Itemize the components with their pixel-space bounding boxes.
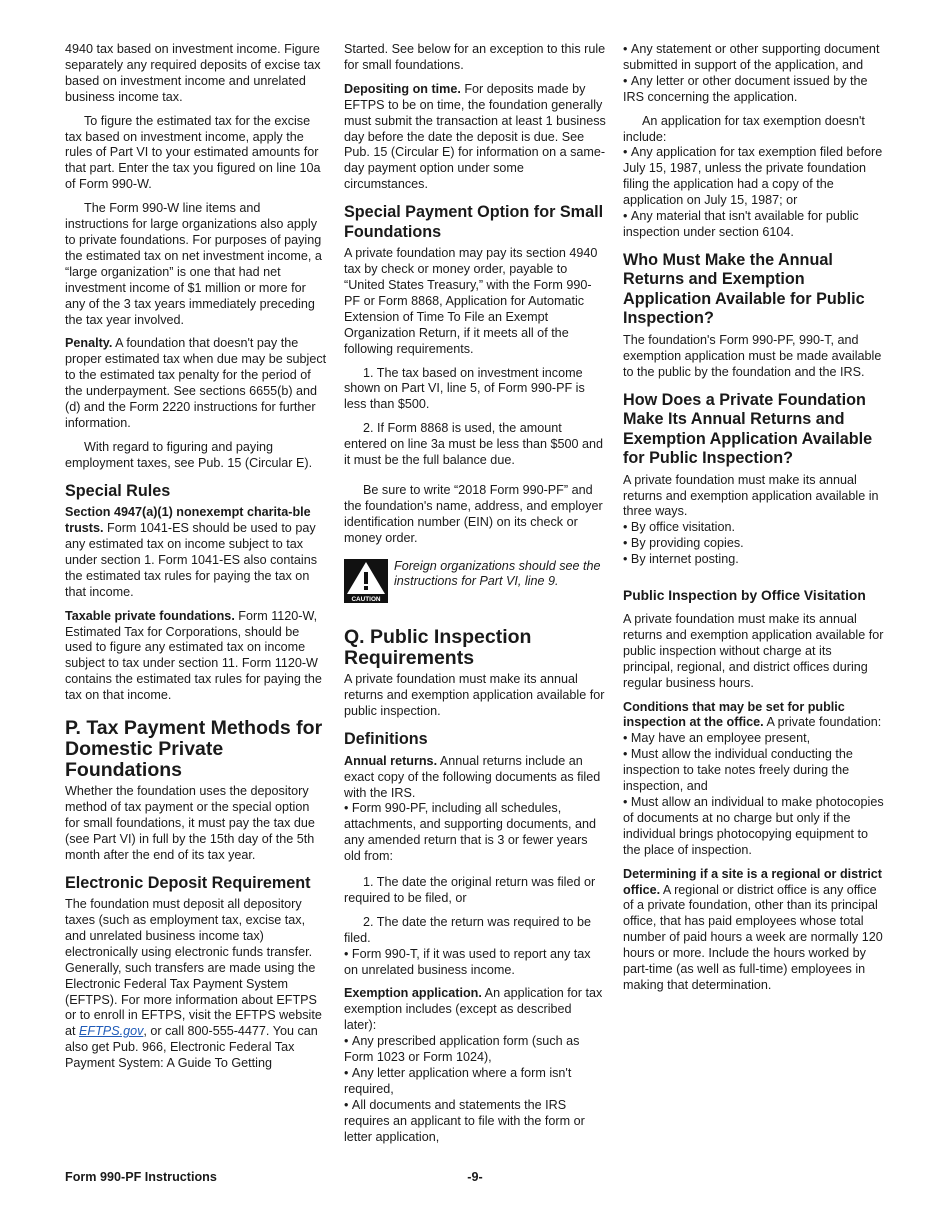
paragraph: The Form 990-W line items and instructions for large organizations also apply to private foundations. For purposes of paying the estimated tax on net investment income, a “large organization” is one that had net investment income of $1 million or more for any of the 3 tax years immediately preceding the tax year involved. <box>65 201 322 327</box>
run-in-heading: Determining if a site is a regional or district office. <box>623 866 882 897</box>
numbered-item: 1. The tax based on investment income shown on Part VI, line 5, of Form 990-PF is less than $500. <box>344 365 585 412</box>
bullet-item: • By providing copies. <box>623 536 885 552</box>
column-3 <box>623 42 885 1002</box>
depositing-paragraph <box>344 82 606 193</box>
bullet-item: • May have an employee present, <box>623 731 885 747</box>
major-heading: Q. Public Inspection Requirements <box>344 626 532 670</box>
annual-returns-paragraph <box>344 754 606 802</box>
paragraph: A private foundation may pay its section 4940 tax by check or money order, payable to “United States Treasury,” with the Form 990-PF or Form 8868, Application for Automatic Extension of Time To File an Exempt Organization Return, if it meets all of the following requirements. <box>344 246 598 356</box>
bullet-item: • Any letter or other document issued by the IRS concerning the application. <box>623 74 885 106</box>
run-in-heading: Annual returns. <box>344 753 438 768</box>
run-in-heading: Conditions that may be set for public inspection at the office. <box>623 699 845 730</box>
run-in-heading: Section 4947(a)(1) nonexempt charita-ble trusts. <box>65 505 311 536</box>
bullet-item: • Must allow an individual to make photocopies of documents at no charge but only if the individual brings photocopying equipment to the place of inspection. <box>623 795 885 859</box>
bullet-item: • Form 990-PF, including all schedules, attachments, and supporting documents, and any amended return that is 3 or fewer years old from: <box>344 801 606 865</box>
paragraph: With regard to figuring and paying employment taxes, see Pub. 15 (Circular E). <box>65 439 313 470</box>
paragraph: A private foundation must make its annual returns and exemption application available for public inspection. <box>344 672 605 719</box>
paragraph: Started. See below for an exception to this rule for small foundations. <box>344 42 606 72</box>
numbered-item: 2. The date the return was required to be filed. <box>344 914 591 945</box>
section-heading: Electronic Deposit Requirement <box>65 873 311 892</box>
section-heading: Special Rules <box>65 481 171 500</box>
bullet-item: • Any statement or other supporting document submitted in support of the application, and <box>623 42 885 74</box>
paragraph-text: An application for tax exemption includes (except as described later): <box>344 986 603 1033</box>
electronic-paragraph <box>65 897 327 1072</box>
paragraph-text: A foundation that doesn't pay the proper estimated tax when due may be subject to the estimated tax penalty for the period of the underpayment. See sections 6655(b) and (d) and the Form 2220 instructions for further information. <box>65 336 327 430</box>
run-in-heading: Exemption application. <box>344 986 482 1001</box>
eftps-link[interactable]: EFTPS.gov <box>79 1024 144 1039</box>
numbered-item: 2. If Form 8868 is used, the amount entered on line 3a must be less than $500 and it must be the full balance due. <box>344 421 604 468</box>
run-in-heading: Taxable private foundations. <box>65 608 235 623</box>
taxable-paragraph <box>65 609 327 704</box>
determining-paragraph <box>623 867 885 994</box>
paragraph: To figure the estimated tax for the excise tax based on investment income, apply the rules of Part VI to your estimated amounts for that part. Enter the tax you figured on line 10a of Form 990-W. <box>65 113 321 192</box>
bullet-item: • All documents and statements the IRS requires an applicant to file with the form or letter application, <box>344 1098 606 1146</box>
numbered-item: 1. The date the original return was filed or required to be filed, or <box>344 875 596 905</box>
bullet-item: • Any letter application where a form isn't required, <box>344 1066 606 1098</box>
caution-label: CAUTION <box>351 595 381 603</box>
bullet-item: • By internet posting. <box>623 552 885 568</box>
paragraph: Whether the foundation uses the depository method of tax payment or the special option for small foundations, it must pay the tax due (see Part VI) in full by the 15th day of the 5th month after the end of its tax year. <box>65 784 315 862</box>
section-heading: Special Payment Option for Small Foundations <box>344 203 604 241</box>
section-heading: Definitions <box>344 730 428 749</box>
caution-text: Foreign organizations should see the instructions for Part VI, line 9. <box>394 558 601 589</box>
paragraph-text: Form 1041-ES should be used to pay any estimated tax on income subject to tax under section 1. Form 1041-ES also contains the estimated tax rules for paying the tax on that income. <box>65 521 318 599</box>
section-4947-paragraph <box>65 505 327 600</box>
caution-icon <box>344 559 388 608</box>
paragraph: A private foundation must make its annual returns and exemption application available in three ways. <box>623 472 879 519</box>
paragraph-text: Annual returns include an exact copy of the following documents as filed with the IRS. <box>344 753 601 800</box>
section-heading: How Does a Private Foundation Make Its Annual Returns and Exemption Application Available for Public Inspection? <box>623 390 873 468</box>
major-heading: P. Tax Payment Methods for Domestic Private Foundations <box>65 717 323 782</box>
page-number: -9- <box>467 1170 483 1184</box>
paragraph-text: The foundation must deposit all depository taxes (such as employment tax, excise tax, and unrelated business income tax) electronically using electronic funds transfer. Generally, such transfers are made using the Electronic Federal Tax Payment System (EFTPS). For more information about EFTPS or to enroll in EFTPS, visit the EFTPS website at <box>65 897 322 1039</box>
run-in-heading: Penalty. <box>65 336 113 351</box>
footer-form-title: Form 990-PF Instructions <box>65 1170 217 1184</box>
paragraph: Be sure to write “2018 Form 990-PF” and the foundation's name, address, and employer identification number (EIN) on its check or money order. <box>344 482 603 545</box>
subsection-heading: Public Inspection by Office Visitation <box>623 588 866 604</box>
bullet-item: • Any prescribed application form (such as Form 1023 or Form 1024), <box>344 1034 606 1066</box>
paragraph-text: For deposits made by EFTPS to be on time, the foundation generally must submit the transaction at least 1 business day before the date the deposit is due. See Pub. 15 (Circular E) for information on a same-day payment option under some circumstances. <box>344 81 606 192</box>
paragraph-text: A private foundation: <box>763 715 882 730</box>
bullet-item: • Form 990-T, if it was used to report any tax on unrelated business income. <box>344 947 606 979</box>
paragraph: 4940 tax based on investment income. Figure separately any required deposits of excise tax based on investment income and unrelated business income tax. <box>65 42 321 104</box>
exemption-paragraph <box>344 986 606 1034</box>
paragraph: An application for tax exemption doesn't include: <box>623 113 865 144</box>
paragraph: A private foundation must make its annual returns and exemption application available for public inspection without charge at its principal, regional, and district offices during regular business hours. <box>623 612 884 690</box>
run-in-heading: Depositing on time. <box>344 81 461 96</box>
paragraph-text: Form 1120-W, Estimated Tax for Corporations, should be used to figure any estimated tax on income subject to tax under section 11. Form 1120-W contains the estimated tax rules for paying the tax on that income. <box>65 608 322 703</box>
bullet-item: • Any material that isn't available for public inspection under section 6104. <box>623 209 885 241</box>
conditions-paragraph <box>623 700 885 732</box>
column-2 <box>344 42 606 1146</box>
paragraph: The foundation's Form 990-PF, 990-T, and exemption application must be made available to the public by the foundation and the IRS. <box>623 332 882 379</box>
paragraph-text: A regional or district office is any office of a private foundation, other than its principal office, that has paid employees whose total number of paid hours a week are normally 120 hours or more. Include the hours worked by part-time (as well as full-time) employees in making that determination. <box>623 882 883 992</box>
section-heading: Who Must Make the Annual Returns and Exemption Application Available for Public Inspection? <box>623 250 865 328</box>
column-1 <box>65 42 327 1080</box>
penalty-paragraph <box>65 336 327 431</box>
bullet-item: • By office visitation. <box>623 520 885 536</box>
paragraph-text: , or call 800-555-4477. You can also get Pub. 966, Electronic Federal Tax Payment System: A Guide To Getting <box>65 1024 318 1071</box>
caution-callout <box>344 559 606 608</box>
bullet-item: • Any application for tax exemption filed before July 15, 1987, unless the private foundation filing the application had a copy of the application on July 15, 1987; or <box>623 145 885 209</box>
bullet-item: • Must allow the individual conducting the inspection to take notes freely during the inspection, and <box>623 747 885 795</box>
